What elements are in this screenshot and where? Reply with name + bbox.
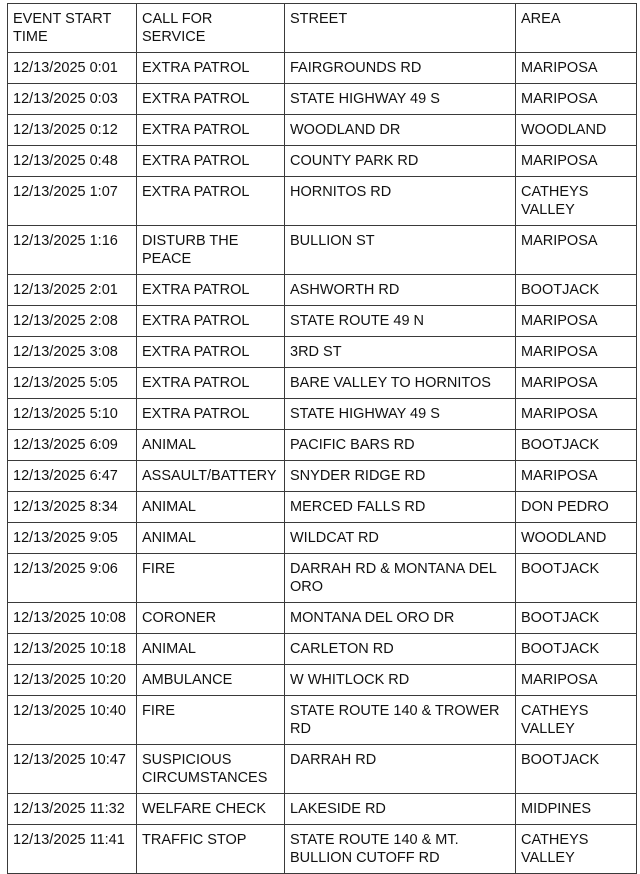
table-row	[8, 461, 637, 492]
cell-area: MARIPOSA	[516, 226, 637, 275]
header-area: AREA	[516, 4, 637, 53]
cell-street: PACIFIC BARS RD	[285, 430, 516, 461]
cell-event-start-time: 12/13/2025 10:40	[8, 696, 137, 745]
cell-call-for-service: ANIMAL	[137, 492, 285, 523]
cell-event-start-time: 12/13/2025 2:01	[8, 275, 137, 306]
cell-street: FAIRGROUNDS RD	[285, 53, 516, 84]
cell-event-start-time: 12/13/2025 11:32	[8, 794, 137, 825]
cell-call-for-service: EXTRA PATROL	[137, 53, 285, 84]
cell-event-start-time: 12/13/2025 6:09	[8, 430, 137, 461]
table-row	[8, 634, 637, 665]
table-row	[8, 430, 637, 461]
cell-event-start-time: 12/13/2025 6:47	[8, 461, 137, 492]
cell-area: CATHEYS VALLEY	[516, 177, 637, 226]
cell-area: MARIPOSA	[516, 53, 637, 84]
table-row	[8, 603, 637, 634]
cell-call-for-service: TRAFFIC STOP	[137, 825, 285, 874]
cell-area: BOOTJACK	[516, 745, 637, 794]
cell-event-start-time: 12/13/2025 0:12	[8, 115, 137, 146]
cell-event-start-time: 12/13/2025 10:18	[8, 634, 137, 665]
cell-street: CARLETON RD	[285, 634, 516, 665]
cell-event-start-time: 12/13/2025 10:47	[8, 745, 137, 794]
cell-street: HORNITOS RD	[285, 177, 516, 226]
cell-event-start-time: 12/13/2025 10:20	[8, 665, 137, 696]
cell-street: ASHWORTH RD	[285, 275, 516, 306]
cell-street: STATE ROUTE 49 N	[285, 306, 516, 337]
cell-event-start-time: 12/13/2025 3:08	[8, 337, 137, 368]
cell-event-start-time: 12/13/2025 5:05	[8, 368, 137, 399]
cell-street: MONTANA DEL ORO DR	[285, 603, 516, 634]
table-row	[8, 523, 637, 554]
cell-area: MARIPOSA	[516, 368, 637, 399]
cell-call-for-service: ANIMAL	[137, 430, 285, 461]
cell-area: WOODLAND	[516, 115, 637, 146]
cell-event-start-time: 12/13/2025 11:41	[8, 825, 137, 874]
cell-call-for-service: EXTRA PATROL	[137, 306, 285, 337]
cell-area: MARIPOSA	[516, 461, 637, 492]
cell-event-start-time: 12/13/2025 0:01	[8, 53, 137, 84]
cell-street: SNYDER RIDGE RD	[285, 461, 516, 492]
table-row	[8, 825, 637, 874]
cell-street: DARRAH RD & MONTANA DEL ORO	[285, 554, 516, 603]
cell-event-start-time: 12/13/2025 2:08	[8, 306, 137, 337]
cell-area: MARIPOSA	[516, 84, 637, 115]
cell-event-start-time: 12/13/2025 1:07	[8, 177, 137, 226]
table-row	[8, 794, 637, 825]
cell-area: CATHEYS VALLEY	[516, 696, 637, 745]
cell-call-for-service: EXTRA PATROL	[137, 146, 285, 177]
cell-street: STATE HIGHWAY 49 S	[285, 399, 516, 430]
cell-call-for-service: EXTRA PATROL	[137, 177, 285, 226]
cell-street: W WHITLOCK RD	[285, 665, 516, 696]
table-row	[8, 696, 637, 745]
cell-area: BOOTJACK	[516, 430, 637, 461]
header-event-start-time: EVENT START TIME	[8, 4, 137, 53]
cell-call-for-service: EXTRA PATROL	[137, 368, 285, 399]
table-row	[8, 275, 637, 306]
cell-call-for-service: EXTRA PATROL	[137, 115, 285, 146]
cell-area: MARIPOSA	[516, 337, 637, 368]
cell-street: MERCED FALLS RD	[285, 492, 516, 523]
cell-call-for-service: WELFARE CHECK	[137, 794, 285, 825]
cell-event-start-time: 12/13/2025 9:05	[8, 523, 137, 554]
cell-event-start-time: 12/13/2025 9:06	[8, 554, 137, 603]
cell-call-for-service: ANIMAL	[137, 523, 285, 554]
table-row	[8, 665, 637, 696]
cell-call-for-service: DISTURB THE PEACE	[137, 226, 285, 275]
cell-call-for-service: EXTRA PATROL	[137, 399, 285, 430]
header-street: STREET	[285, 4, 516, 53]
table-row	[8, 84, 637, 115]
cell-area: BOOTJACK	[516, 603, 637, 634]
table-row	[8, 492, 637, 523]
cell-event-start-time: 12/13/2025 0:48	[8, 146, 137, 177]
cell-street: WILDCAT RD	[285, 523, 516, 554]
table-body	[8, 53, 637, 874]
cell-street: 3RD ST	[285, 337, 516, 368]
cell-call-for-service: AMBULANCE	[137, 665, 285, 696]
cell-street: STATE ROUTE 140 & MT. BULLION CUTOFF RD	[285, 825, 516, 874]
header-call-for-service: CALL FOR SERVICE	[137, 4, 285, 53]
table-row	[8, 177, 637, 226]
cell-street: STATE HIGHWAY 49 S	[285, 84, 516, 115]
cell-area: MARIPOSA	[516, 306, 637, 337]
table-row	[8, 146, 637, 177]
cell-call-for-service: EXTRA PATROL	[137, 275, 285, 306]
cell-event-start-time: 12/13/2025 8:34	[8, 492, 137, 523]
cell-area: MIDPINES	[516, 794, 637, 825]
table-row	[8, 399, 637, 430]
cell-area: DON PEDRO	[516, 492, 637, 523]
cell-call-for-service: SUSPICIOUS CIRCUMSTANCES	[137, 745, 285, 794]
cell-street: COUNTY PARK RD	[285, 146, 516, 177]
table-row	[8, 337, 637, 368]
table-row	[8, 745, 637, 794]
cell-area: MARIPOSA	[516, 146, 637, 177]
cell-area: CATHEYS VALLEY	[516, 825, 637, 874]
table-header-row	[8, 4, 637, 53]
cell-street: LAKESIDE RD	[285, 794, 516, 825]
cell-call-for-service: FIRE	[137, 696, 285, 745]
table-row	[8, 53, 637, 84]
table-row	[8, 368, 637, 399]
table-row	[8, 226, 637, 275]
table-row	[8, 306, 637, 337]
cell-call-for-service: FIRE	[137, 554, 285, 603]
cell-street: WOODLAND DR	[285, 115, 516, 146]
cell-street: DARRAH RD	[285, 745, 516, 794]
cell-call-for-service: ASSAULT/BATTERY	[137, 461, 285, 492]
cell-event-start-time: 12/13/2025 5:10	[8, 399, 137, 430]
cell-area: BOOTJACK	[516, 275, 637, 306]
cell-event-start-time: 12/13/2025 0:03	[8, 84, 137, 115]
cell-event-start-time: 12/13/2025 1:16	[8, 226, 137, 275]
cell-area: MARIPOSA	[516, 665, 637, 696]
cell-call-for-service: EXTRA PATROL	[137, 84, 285, 115]
cell-area: MARIPOSA	[516, 399, 637, 430]
cell-call-for-service: CORONER	[137, 603, 285, 634]
cell-event-start-time: 12/13/2025 10:08	[8, 603, 137, 634]
table-row	[8, 554, 637, 603]
table-row	[8, 115, 637, 146]
cell-street: BULLION ST	[285, 226, 516, 275]
cell-area: WOODLAND	[516, 523, 637, 554]
call-log-table	[7, 3, 637, 874]
cell-call-for-service: ANIMAL	[137, 634, 285, 665]
cell-area: BOOTJACK	[516, 554, 637, 603]
cell-street: BARE VALLEY TO HORNITOS	[285, 368, 516, 399]
cell-street: STATE ROUTE 140 & TROWER RD	[285, 696, 516, 745]
cell-area: BOOTJACK	[516, 634, 637, 665]
cell-call-for-service: EXTRA PATROL	[137, 337, 285, 368]
